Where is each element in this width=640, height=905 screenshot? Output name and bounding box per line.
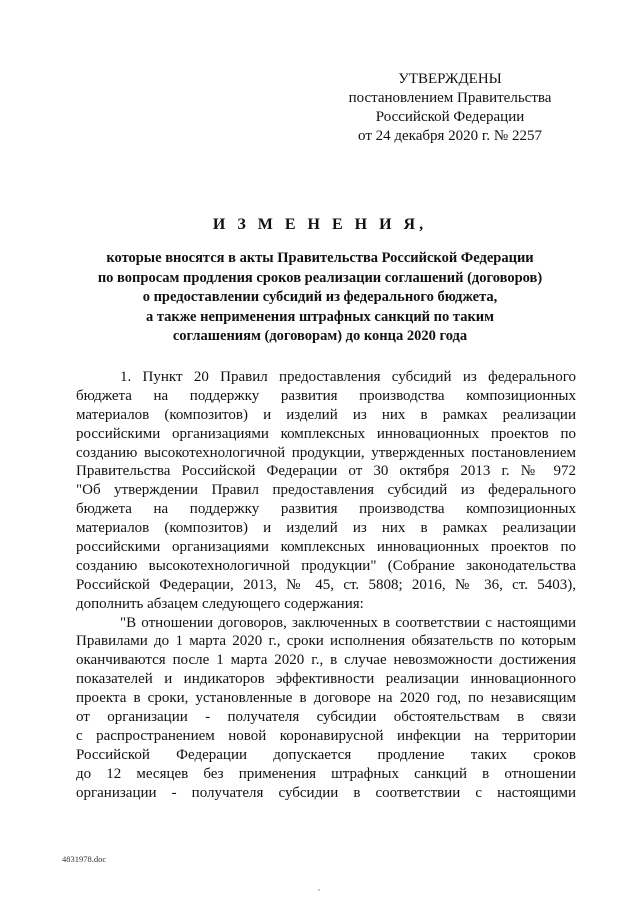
body-line: созданию высокотехнологичной продукции" (Собрание законодательства [76,557,576,574]
title-line: о предоставлении субсидий из федерального бюджета, [142,289,498,305]
body-line: с распространением новой коронавирусной инфекции на территории [76,727,576,744]
body-line: Российской Федерации, 2013, № 45, ст. 5808; 2016, № 36, ст. 5403), [76,576,576,593]
body-line: организации - получателя субсидии в соответствии с настоящими [76,784,576,801]
body-line: проекта в сроки, установленные в договоре на 2020 год, по независящим [76,690,576,707]
page-dot [318,889,320,891]
approval-line: постановлением Правительства [348,90,552,106]
approval-line: Российской Федерации [375,109,525,125]
body-line: оканчиваются после 1 марта 2020 г., в случае невозможности достижения [76,652,576,669]
title-line: по вопросам продления сроков реализации соглашений (договоров) [97,269,543,286]
body-line: Правилами до 1 марта 2020 г., сроки исполнения обязательств по которым [76,633,576,650]
body-line: "В отношении договоров, заключенных в соответствии с настоящими [120,614,576,631]
body-text [76,368,576,802]
document-title [60,215,580,347]
body-line: дополнить абзацем следующего содержания: [76,595,364,612]
approval-title: УТВЕРЖДЕНЫ [398,71,502,87]
title-line: которые вносятся в акты Правительства Российской Федерации [106,250,534,266]
title-line: соглашениям (договорам) до конца 2020 года [172,328,468,344]
title-line: а также неприменения штрафных санкций по таким [145,308,495,325]
body-line: российскими организациями комплексных инновационных проектов по [76,539,576,556]
body-line: бюджета на поддержку развития производства композиционных [76,501,576,518]
footer-filename: 4831978.doc [62,854,107,864]
body-line: бюджета на поддержку развития производства композиционных [76,387,576,404]
body-line: до 12 месяцев без применения штрафных санкций в отношении [76,765,576,782]
body-line: 1. Пункт 20 Правил предоставления субсидий из федерального [120,369,576,385]
approval-date-number: от 24 декабря 2020 г. № 2257 [358,128,542,144]
body-line: показателей и индикаторов эффективности реализации инновационного [76,671,576,688]
body-line: от организации - получателя субсидии обстоятельствам в связи [76,709,576,726]
approval-stamp [330,70,570,146]
body-line: "Об утверждении Правил предоставления субсидий из федерального [76,482,576,499]
body-line: материалов (композитов) и изделий из них в рамках реализации [76,406,576,423]
body-line: российскими организациями комплексных инновационных проектов по [76,425,576,442]
body-line: Российской Федерации допускается продление таких сроков [76,746,576,763]
body-line: созданию высокотехнологичной продукции, утвержденных постановлением [76,444,576,461]
body-line: материалов (композитов) и изделий из них в рамках реализации [76,520,576,537]
title-heading: И З М Е Н Е Н И Я, [212,216,428,233]
body-line: Правительства Российской Федерации от 30 октября 2013 г. № 972 [76,463,576,480]
